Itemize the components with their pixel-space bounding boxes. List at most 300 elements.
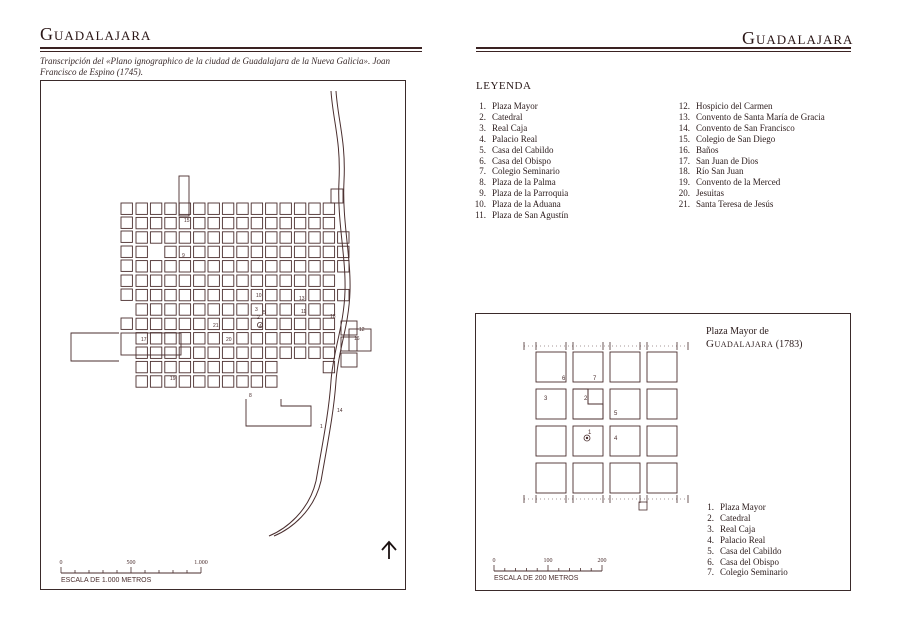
city-block	[309, 347, 320, 358]
inset-block	[647, 389, 677, 419]
city-block	[208, 261, 219, 272]
map-number-label: 18	[330, 314, 336, 320]
city-block	[280, 275, 291, 286]
legend-number: 6.	[707, 556, 714, 567]
left-title-rule-thin	[40, 51, 422, 52]
map-number-label: 3	[255, 307, 258, 313]
city-map-scale-bar	[60, 560, 208, 584]
legend-label: Casa del Obispo	[492, 155, 551, 166]
legend-label: Catedral	[492, 111, 523, 122]
city-block	[150, 361, 161, 372]
city-block	[179, 261, 190, 272]
city-block	[165, 347, 176, 358]
legend-item	[674, 199, 825, 210]
city-block	[251, 376, 262, 387]
city-block	[237, 333, 248, 344]
city-block	[237, 376, 248, 387]
city-block	[194, 347, 205, 358]
legend-label: Convento de la Merced	[696, 177, 781, 188]
legend-number: 8.	[479, 177, 486, 188]
city-block	[251, 333, 262, 344]
legend-number: 2.	[479, 111, 486, 122]
legend-item	[698, 546, 788, 557]
inset-block	[573, 352, 603, 382]
city-block	[280, 203, 291, 214]
legend-item	[470, 123, 568, 134]
legend-label: Plaza de la Palma	[492, 177, 556, 188]
legend-number: 3.	[707, 523, 714, 534]
city-block	[136, 361, 147, 372]
city-block	[121, 217, 132, 228]
inset-title	[706, 326, 802, 351]
city-block	[309, 275, 320, 286]
convent-tract	[246, 399, 311, 426]
inset-title-line1: Plaza Mayor de	[706, 326, 769, 337]
city-block	[165, 203, 176, 214]
map-number-label: 16	[354, 336, 360, 342]
city-block	[266, 361, 277, 372]
legend-label: Catedral	[720, 512, 751, 523]
city-block	[266, 275, 277, 286]
legend-label: Baños	[696, 144, 719, 155]
legend-item	[470, 145, 568, 156]
legend-number: 12.	[678, 101, 690, 111]
inset-block	[536, 389, 566, 419]
city-block	[194, 246, 205, 257]
city-block	[222, 203, 233, 214]
city-map-scale-tick-label: 0	[59, 560, 63, 566]
legend-item	[698, 502, 788, 513]
legend-number: 20.	[678, 188, 690, 199]
inset-map-scale-tick-label: 100	[543, 558, 553, 564]
city-block	[150, 261, 161, 272]
city-block	[222, 304, 233, 315]
city-block	[179, 176, 189, 216]
city-block	[280, 217, 291, 228]
legend-number: 5.	[479, 144, 486, 155]
inset-block	[610, 352, 640, 382]
city-block	[150, 289, 161, 300]
city-block	[150, 203, 161, 214]
city-block	[294, 318, 305, 329]
map-number-label: 9	[182, 253, 185, 259]
map-number-label: 19	[170, 376, 176, 382]
city-block	[121, 318, 132, 329]
city-block	[150, 217, 161, 228]
city-block	[194, 232, 205, 243]
city-block	[323, 217, 334, 228]
legend-title: LEYENDA	[476, 80, 532, 92]
city-block	[309, 333, 320, 344]
legend-number: 9.	[479, 188, 486, 199]
city-block	[194, 376, 205, 387]
legend-label: Real Caja	[492, 122, 528, 133]
city-block	[150, 318, 161, 329]
legend-label: Casa del Cabildo	[492, 144, 554, 155]
city-block	[237, 261, 248, 272]
inset-number-label: 2	[584, 396, 588, 402]
city-block	[136, 246, 147, 257]
city-block	[309, 232, 320, 243]
legend-number: 7.	[707, 567, 714, 578]
legend-label: Convento de Santa María de Gracia	[696, 111, 825, 122]
city-block	[251, 232, 262, 243]
city-block	[121, 231, 132, 242]
map-number-label: 21	[213, 323, 219, 329]
city-block	[136, 261, 147, 272]
inset-block	[610, 463, 640, 493]
city-block	[222, 376, 233, 387]
legend-label: Palacio Real	[720, 534, 766, 545]
city-block	[237, 304, 248, 315]
city-block	[294, 217, 305, 228]
city-block	[323, 261, 334, 272]
city-block	[150, 333, 161, 344]
city-blocks	[71, 176, 371, 426]
city-block	[222, 361, 233, 372]
city-block	[136, 289, 147, 300]
city-block	[251, 246, 262, 257]
city-block	[179, 275, 190, 286]
inset-block	[536, 426, 566, 456]
legend-number: 17.	[678, 155, 690, 166]
plaza-mayor-fountain-center	[586, 437, 588, 439]
city-block	[251, 347, 262, 358]
inset-title-city: Guadalajara	[706, 338, 774, 350]
city-block	[222, 318, 233, 329]
city-block	[294, 275, 305, 286]
city-block	[222, 217, 233, 228]
legend-label: San Juan de Dios	[696, 155, 759, 166]
city-block	[165, 333, 176, 344]
city-block	[165, 217, 176, 228]
city-block	[280, 318, 291, 329]
legend-number: 2.	[707, 512, 714, 523]
city-map-scale-tick-label: 500	[126, 560, 136, 566]
map-number-label: 13	[299, 296, 305, 302]
city-block	[338, 289, 349, 300]
city-block	[194, 318, 205, 329]
city-block	[294, 347, 305, 358]
city-block	[121, 275, 132, 286]
legend-number: 1.	[707, 502, 714, 512]
legend-label: Real Caja	[720, 523, 756, 534]
city-block	[294, 232, 305, 243]
legend-number: 4.	[707, 534, 714, 545]
city-block	[309, 203, 320, 214]
city-block	[208, 333, 219, 344]
legend-item	[674, 101, 825, 112]
city-block	[323, 347, 334, 358]
inset-block	[647, 463, 677, 493]
map-number-label: 14	[337, 408, 343, 414]
city-block	[251, 217, 262, 228]
city-block	[136, 318, 147, 329]
legend-number: 11.	[475, 210, 486, 221]
right-page-title: Guadalajara	[742, 28, 854, 48]
legend-number: 1.	[479, 101, 486, 111]
city-block	[237, 347, 248, 358]
legend-label: Santa Teresa de Jesús	[696, 199, 774, 210]
city-block	[266, 318, 277, 329]
inset-number-label: 1	[588, 430, 592, 436]
inset-number-label: 6	[562, 376, 566, 382]
legend-item	[674, 177, 825, 188]
inset-map-scale-tick-label: 200	[597, 558, 607, 564]
cathedral-outline	[573, 389, 603, 419]
inset-block	[573, 463, 603, 493]
city-block	[294, 203, 305, 214]
city-block	[294, 246, 305, 257]
left-page-title: Guadalajara	[40, 24, 152, 44]
city-block	[121, 203, 132, 214]
legend-item	[470, 199, 568, 210]
legend-item	[674, 188, 825, 199]
city-block	[165, 361, 176, 372]
right-title-rule-thin	[476, 51, 851, 52]
legend-number: 15.	[678, 133, 690, 144]
legend-item	[470, 166, 568, 177]
city-block	[266, 347, 277, 358]
city-block	[136, 203, 147, 214]
city-block	[280, 289, 291, 300]
legend-item	[674, 156, 825, 167]
map-number-label: 11	[301, 309, 307, 315]
city-block	[251, 361, 262, 372]
city-block	[179, 376, 190, 387]
city-block	[165, 261, 176, 272]
city-block	[194, 275, 205, 286]
legend-item	[470, 210, 568, 221]
city-block	[266, 304, 277, 315]
legend-item	[674, 145, 825, 156]
city-block	[194, 203, 205, 214]
map-number-label: 12	[359, 327, 365, 333]
city-block	[179, 304, 190, 315]
legend-item	[470, 177, 568, 188]
city-block	[266, 246, 277, 257]
city-block	[179, 318, 190, 329]
city-block	[266, 289, 277, 300]
city-map-scale-label: ESCALA DE 1.000 METROS	[61, 577, 152, 584]
city-block	[208, 347, 219, 358]
left-title-rule	[40, 47, 422, 49]
city-block	[136, 232, 147, 243]
city-block	[194, 361, 205, 372]
city-map-scale-tick-label: 1.000	[194, 560, 208, 566]
city-block	[208, 275, 219, 286]
inset-block	[647, 426, 677, 456]
inset-legend	[698, 502, 788, 578]
city-block	[222, 246, 233, 257]
legend-number: 7.	[479, 166, 486, 177]
legend-label: Plaza de la Parroquia	[492, 188, 569, 199]
city-block	[237, 361, 248, 372]
city-block	[194, 261, 205, 272]
legend-item	[698, 535, 788, 546]
legend-number: 16.	[678, 144, 690, 155]
legend-number: 14.	[678, 122, 690, 133]
city-block	[280, 232, 291, 243]
north-arrow-icon	[382, 542, 396, 559]
legend-label: Hospicio del Carmen	[696, 101, 773, 111]
city-block	[323, 203, 334, 214]
city-block	[237, 217, 248, 228]
inset-map-scale-label: ESCALA DE 200 METROS	[494, 575, 579, 582]
city-block	[280, 246, 291, 257]
map-number-label: 10	[256, 293, 262, 299]
city-block	[165, 289, 176, 300]
legend-number: 6.	[479, 155, 486, 166]
city-block	[136, 304, 147, 315]
city-block	[280, 333, 291, 344]
city-block	[237, 232, 248, 243]
city-block	[237, 246, 248, 257]
legend-column-2	[674, 101, 825, 210]
map-number-label: 5	[263, 310, 266, 316]
city-block	[323, 232, 334, 243]
city-block	[331, 189, 343, 203]
legend-number: 18.	[678, 166, 690, 177]
legend-number: 5.	[707, 545, 714, 556]
city-block	[309, 261, 320, 272]
legend-number: 13.	[678, 111, 690, 122]
map-number-label: 17	[141, 337, 147, 343]
inset-map-frame	[475, 313, 851, 591]
legend-item	[674, 166, 825, 177]
legend-label: Convento de San Francisco	[696, 122, 795, 133]
city-block	[165, 304, 176, 315]
city-block	[323, 275, 334, 286]
legend-item	[470, 112, 568, 123]
city-block	[280, 304, 291, 315]
city-block	[251, 275, 262, 286]
city-block	[121, 246, 132, 257]
map-caption: Transcripción del «Plano ignographico de la ciudad de Guadalajara de la Nueva Galicia». Joan Francisco de Espino (1745).	[40, 56, 390, 77]
inset-number-label: 5	[614, 411, 618, 417]
city-block	[208, 304, 219, 315]
legend-item	[698, 567, 788, 578]
city-block	[280, 261, 291, 272]
city-block	[323, 246, 334, 257]
city-block	[294, 261, 305, 272]
city-block	[338, 261, 349, 272]
city-block	[280, 347, 291, 358]
legend-label: Colegio de San Diego	[696, 133, 776, 144]
inset-map	[476, 314, 852, 592]
map-number-label: 15	[184, 218, 190, 224]
city-block	[222, 232, 233, 243]
city-block	[222, 347, 233, 358]
city-block	[237, 318, 248, 329]
city-block	[266, 261, 277, 272]
city-block	[194, 289, 205, 300]
legend-number: 21.	[678, 199, 690, 210]
city-block	[222, 289, 233, 300]
legend-item	[674, 123, 825, 134]
inset-block	[536, 463, 566, 493]
city-block	[208, 203, 219, 214]
city-block	[208, 361, 219, 372]
city-block	[237, 203, 248, 214]
city-block	[208, 246, 219, 257]
city-block	[121, 260, 132, 271]
inset-street-ticks	[524, 342, 688, 503]
city-block	[208, 217, 219, 228]
legend-label: Plaza Mayor	[720, 502, 766, 512]
legend-number: 4.	[479, 133, 486, 144]
city-block	[323, 289, 334, 300]
city-block	[150, 304, 161, 315]
map-number-label: 1	[320, 424, 323, 430]
city-block	[323, 333, 334, 344]
city-block	[179, 246, 190, 257]
city-block	[341, 353, 357, 367]
legend-label: Plaza de San Agustín	[492, 210, 569, 221]
inset-title-year: (1783)	[775, 339, 803, 350]
city-block	[165, 275, 176, 286]
city-tract	[71, 333, 119, 361]
city-block	[194, 217, 205, 228]
city-block	[179, 289, 190, 300]
city-block	[150, 376, 161, 387]
legend-label: Palacio Real	[492, 133, 538, 144]
legend-item	[698, 524, 788, 535]
city-block	[179, 232, 190, 243]
inset-block	[647, 352, 677, 382]
legend-item	[698, 513, 788, 524]
city-block	[165, 246, 176, 257]
city-block	[266, 217, 277, 228]
city-block	[208, 376, 219, 387]
legend-item	[674, 134, 825, 145]
legend-item	[470, 188, 568, 199]
legend-label: Casa del Obispo	[720, 556, 779, 567]
inset-map-scale-bar	[493, 558, 607, 582]
legend-number: 3.	[479, 122, 486, 133]
map-number-label: 20	[226, 337, 232, 343]
city-block	[251, 261, 262, 272]
city-block	[136, 376, 147, 387]
city-block	[222, 275, 233, 286]
legend-item	[674, 112, 825, 123]
city-block	[222, 261, 233, 272]
legend-label: Río San Juan	[696, 166, 744, 177]
legend-column-1	[470, 101, 568, 221]
map-number-label: 8	[249, 393, 252, 399]
city-map-frame	[40, 80, 406, 590]
legend-item	[470, 134, 568, 145]
city-block	[194, 333, 205, 344]
city-block	[208, 232, 219, 243]
city-block	[121, 289, 132, 300]
legend-number: 10.	[474, 199, 486, 210]
inset-number-label: 3	[544, 396, 548, 402]
city-map	[41, 81, 407, 591]
legend-item	[470, 156, 568, 167]
legend-label: Colegio Seminario	[492, 166, 560, 177]
city-block	[309, 246, 320, 257]
city-block	[136, 275, 147, 286]
city-block	[294, 333, 305, 344]
inset-number-label: 4	[614, 436, 618, 442]
map-number-label: 4	[259, 324, 262, 330]
map-number-label: 2	[257, 315, 260, 321]
city-block	[150, 232, 161, 243]
city-block	[237, 275, 248, 286]
city-block	[309, 289, 320, 300]
city-block	[251, 203, 262, 214]
